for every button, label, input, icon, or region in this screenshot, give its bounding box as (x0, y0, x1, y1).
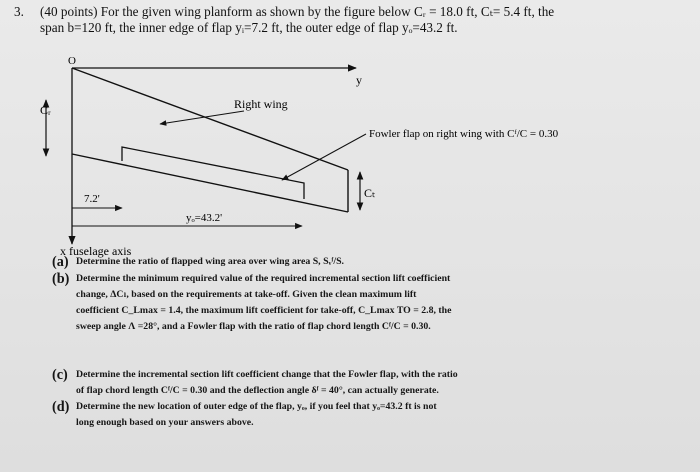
problem-number: 3. (14, 4, 24, 19)
problem-statement-line-2: span b=120 ft, the inner edge of flap yᵢ=7.2 ft, the outer edge of flap yₒ=43.2 ft. (40, 20, 458, 35)
question-c-line-2: of flap chord length Cᶠ/C = 0.30 and the deflection angle δᶠ = 40°, can actually generate. (76, 385, 439, 396)
question-b-line-2: change, ΔCₗ, based on the requirements at take-off. Given the clean maximum lift (76, 289, 417, 300)
inner-edge-label: 7.2' (84, 193, 100, 205)
question-b-line-3: coefficient C_Lmax = 1.4, the maximum lift coefficient for take-off, C_Lmax TO = 2.8, the (76, 305, 452, 316)
question-b-line-4: sweep angle Λ =28°, and a Fowler flap with the ratio of flap chord length Cᶠ/C = 0.30. (76, 321, 431, 332)
wing-trailing-edge (72, 154, 348, 212)
question-list (52, 254, 698, 431)
question-b-label: (b) (52, 271, 70, 287)
origin-label: O (68, 55, 76, 67)
question-a (52, 254, 698, 271)
fowler-flap (122, 147, 304, 199)
question-d-line-1: Determine the new location of outer edge of the flap, yₒ, if you feel that yₒ=43.2 ft is not (76, 401, 437, 412)
tip-chord-label: Cₜ (364, 186, 376, 200)
question-d-label: (d) (52, 399, 70, 415)
x-axis-label: x fuselage axis (60, 244, 132, 258)
fowler-flap-pointer (282, 134, 366, 180)
question-b-line-1: Determine the minimum required value of the required incremental section lift coefficient (76, 273, 451, 284)
outer-edge-label: yₒ=43.2' (186, 212, 223, 224)
question-b (52, 271, 698, 367)
fowler-flap-label: Fowler flap on right wing with Cᶠ/C = 0.30 (369, 128, 559, 140)
root-chord-label: Cᵣ (40, 103, 51, 117)
question-c-label: (c) (52, 367, 68, 383)
right-wing-pointer (160, 111, 244, 124)
question-d (52, 399, 698, 431)
wing-leading-edge (72, 68, 348, 170)
question-a-label: (a) (52, 254, 69, 270)
question-c (52, 367, 698, 399)
question-d-line-2: long enough based on your answers above. (76, 417, 254, 428)
y-axis-label: y (356, 73, 362, 87)
right-wing-label: Right wing (234, 97, 288, 111)
problem-statement-line-1: (40 points) For the given wing planform as shown by the figure below Cᵣ = 18.0 ft, Cₜ= 5.4 ft, the (40, 4, 555, 19)
question-a-line: Determine the ratio of flapped wing area over wing area S, Sᵥᶠ/S. (76, 256, 344, 267)
question-c-line-1: Determine the incremental section lift coefficient change that the Fowler flap, with the ratio (76, 369, 458, 380)
